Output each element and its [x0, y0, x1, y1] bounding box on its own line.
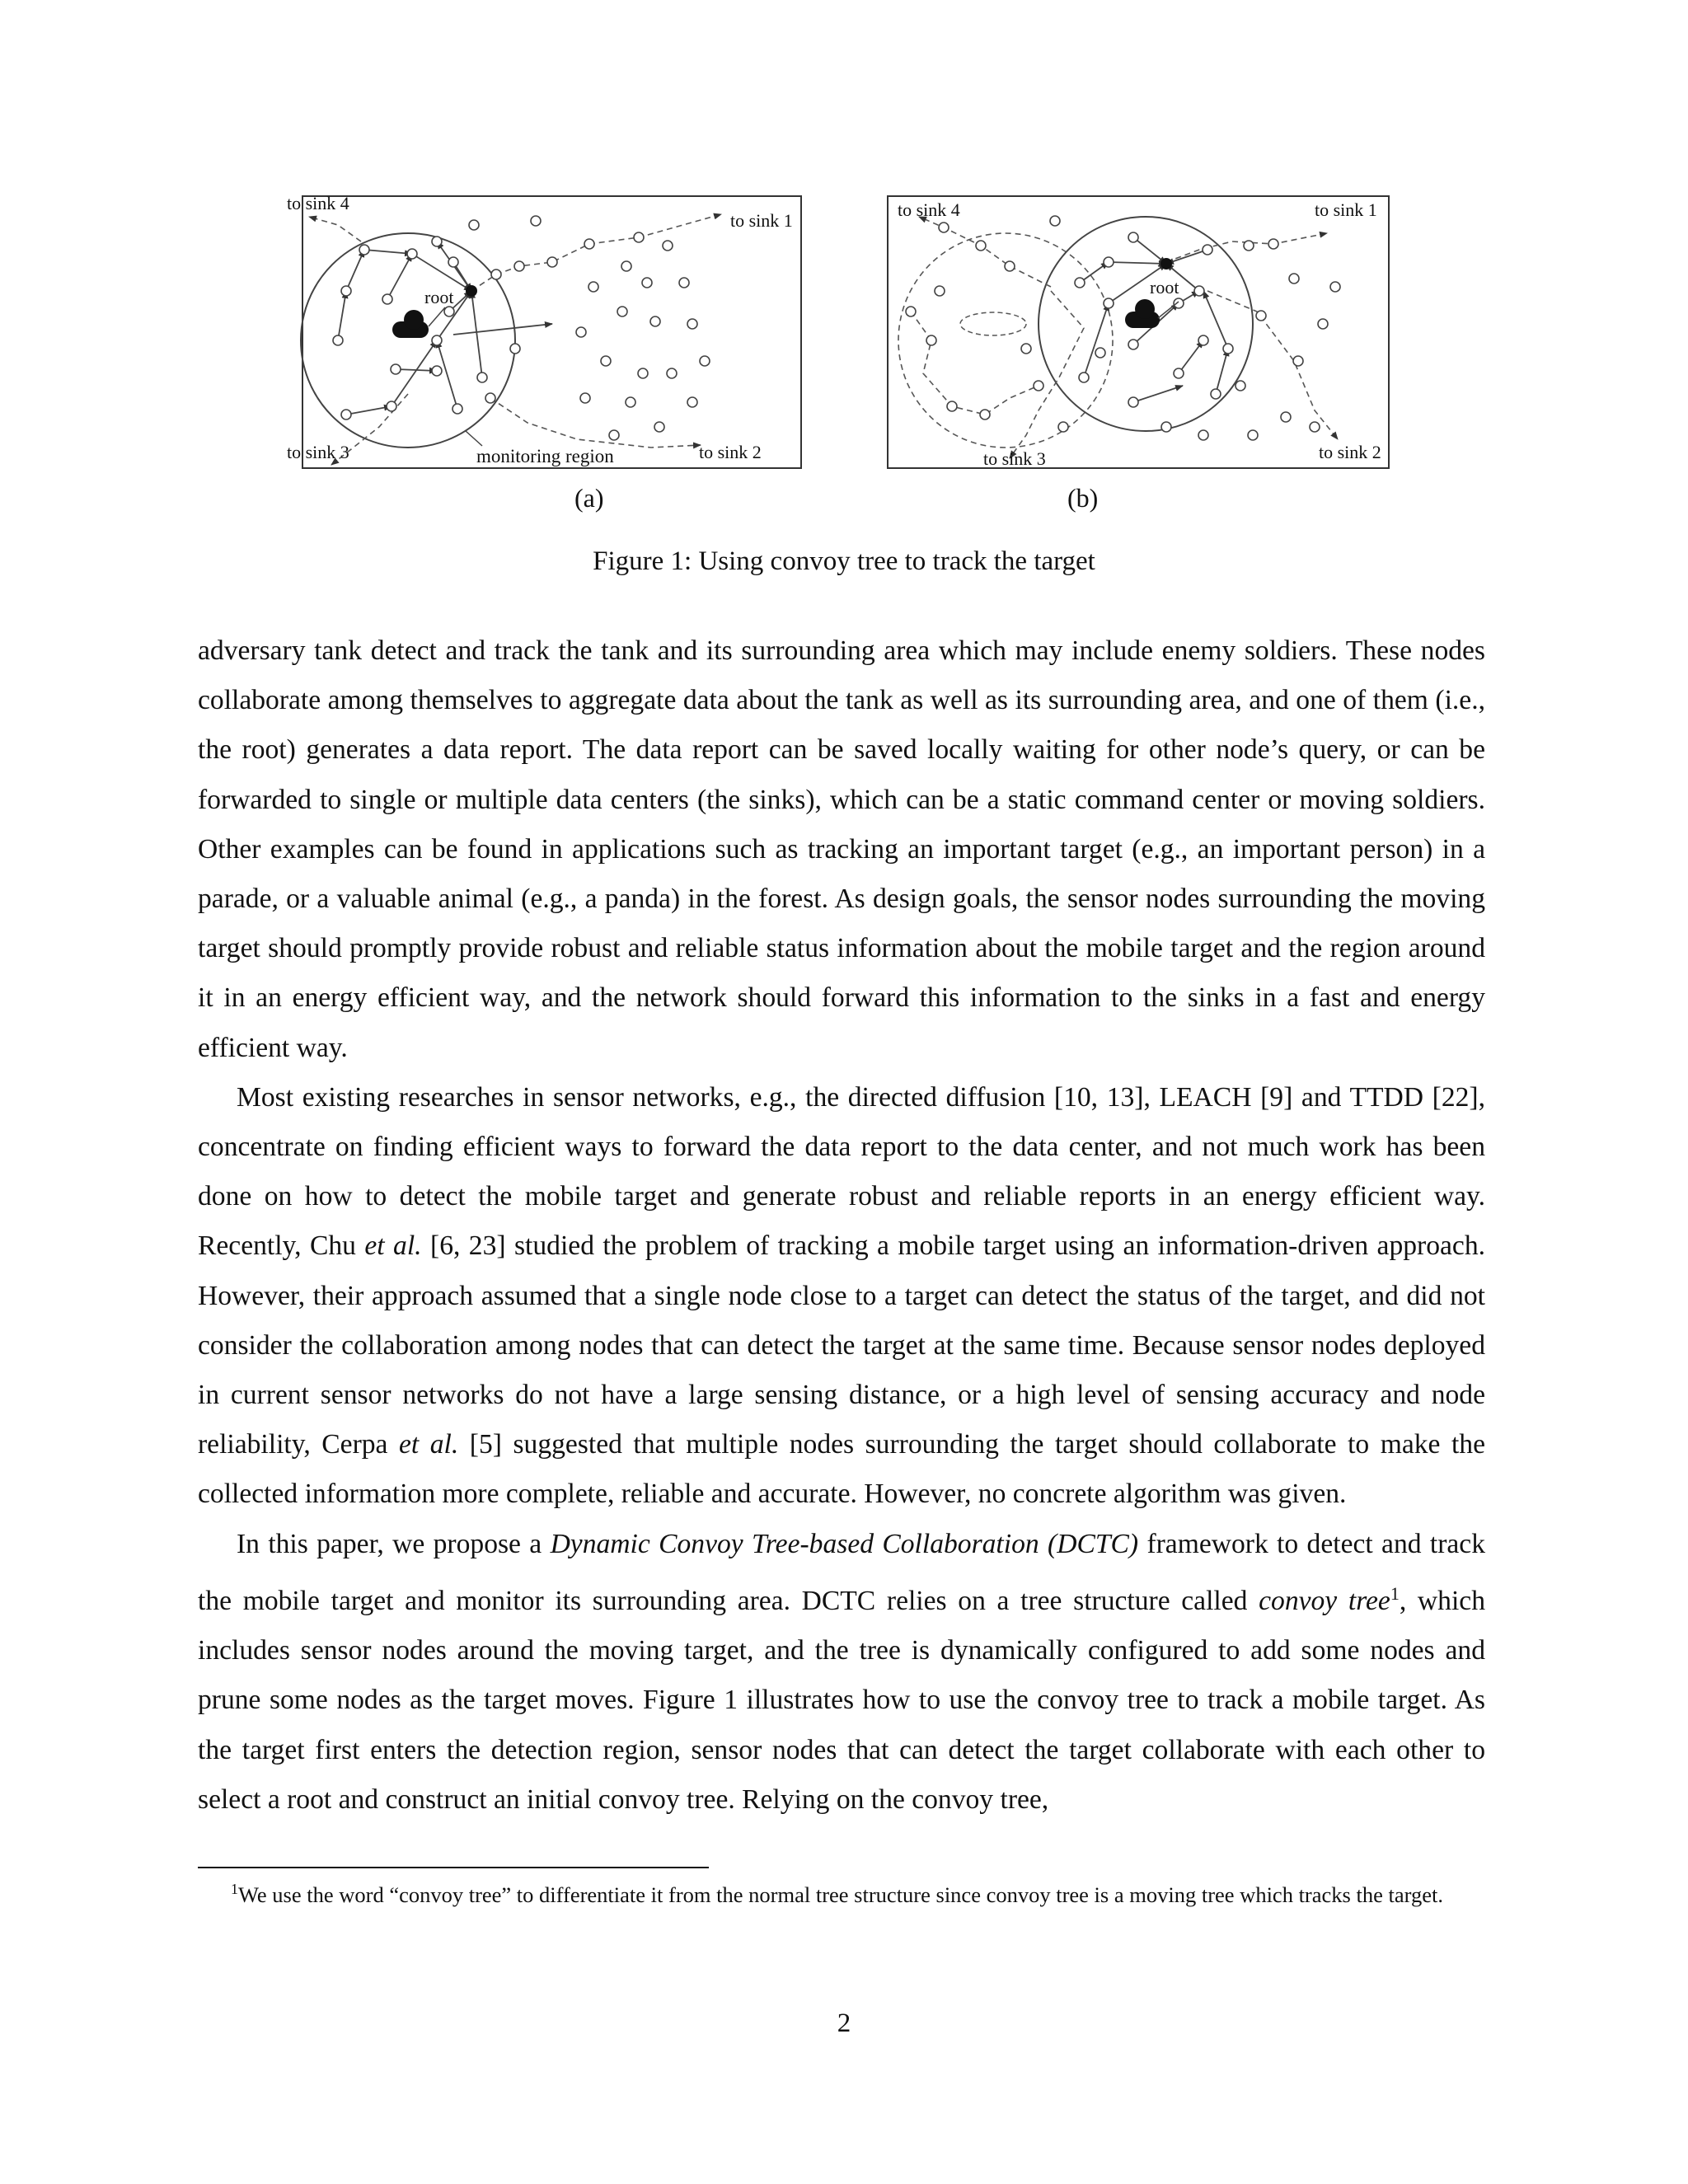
footnote-text: We use the word “convoy tree” to differentiate it from the normal tree structure since convoy tree is a moving tree which tracks the target. [238, 1882, 1443, 1907]
paragraph-1: adversary tank detect and track the tank and its surrounding area which may include enemy soldiers. These nodes collaborate among themselves to aggregate data about the tank as well as its surrounding area, and one of them (i.e., the root) generates a data report. The data report can be saved locally waiting for other node’s query, or can be forwarded to single or multiple data centers (the sinks), which can be a static command center or moving soldiers. Other examples can be found in applications such as tracking an important target (e.g., an important person) in a parade, or a valuable animal (e.g., a panda) in the forest. As design goals, the sensor nodes surrounding the moving target should promptly provide robust and reliable status information about the mobile target and the region around it in an energy efficient way, and the network should forward this information to the sinks in a fast and energy efficient way. [198, 635, 1485, 1063]
sensor-nodes [333, 216, 710, 440]
figure-panel-a [280, 188, 808, 476]
footnote [198, 1874, 1485, 1910]
target-tank-icon [392, 310, 429, 338]
footnote-marker[interactable]: 1 [1390, 1582, 1400, 1604]
label-to-sink-1: to sink 1 [730, 210, 793, 231]
root-pointer-b [1158, 302, 1179, 318]
label-to-sink-2-b: to sink 2 [1319, 442, 1381, 462]
figure-caption: Figure 1: Using convoy tree to track the target [593, 546, 1095, 576]
subcaption-b: (b) [1067, 483, 1099, 513]
monitoring-region-pointer [466, 431, 482, 446]
route-to-sink-2 [490, 398, 701, 448]
target-trajectory [960, 312, 1026, 335]
label-to-sink-4-b: to sink 4 [898, 199, 960, 220]
root-node [466, 285, 477, 297]
label-monitoring-region: monitoring region [476, 446, 614, 466]
label-root-b: root [1150, 277, 1179, 298]
paragraph-2: Most existing researches in sensor networks, e.g., the directed diffusion [10, 13], LEACH [9] and TTDD [22], concentrate on finding efficient ways to forward the data report to the data center, and not much work has been done on how to detect the mobile target and generate robust and reliable reports in an energy efficient way. Recently, Chu et al. [6, 23] studied the problem of tracking a mobile target using an information-driven approach. However, their approach assumed that a single node close to a target can detect the status of the target, and did not consider the collaboration among nodes that can detect the target at the same time. Because sensor nodes deployed in current sensor networks do not have a large sensing distance, or a high level of sensing accuracy and node reliability, Cerpa et al. [5] suggested that multiple nodes surrounding the target should collaborate to make the collected information more complete, reliable and accurate. However, no concrete algorithm was given. [198, 1081, 1486, 1510]
root-pointer [429, 307, 445, 326]
paragraph-3: In this paper, we propose a Dynamic Convoy Tree-based Collaboration (DCTC) framework to detect and track the mobile target and monitor its surrounding area. DCTC relies on a tree structure called convoy tree$^1$, which includes sensor nodes around the moving target, and the tree is dynamically configured to add some nodes and prune some nodes as the target moves. Figure 1 illustrates how to use the convoy tree to track a mobile target. As the target first enters the detection region, sensor nodes that can detect the target collaborate with each other to select a root and construct an initial convoy tree. Relying on the convoy tree, [198, 1528, 1485, 1815]
root-node-b [1160, 258, 1172, 269]
label-to-sink-3-b: to sink 3 [983, 448, 1046, 469]
label-root: root [424, 287, 454, 307]
sink-routes-b [911, 217, 1338, 458]
figure-panel-b [886, 188, 1397, 476]
label-to-sink-1-b: to sink 1 [1315, 199, 1377, 220]
sensor-nodes-b [906, 216, 1340, 440]
label-to-sink-2: to sink 2 [699, 442, 762, 462]
footnote-rule [198, 1867, 709, 1868]
route-to-sink-4 [309, 217, 361, 241]
label-to-sink-3: to sink 3 [287, 442, 349, 462]
target-tank-icon-b [1125, 299, 1160, 328]
subcaption-a: (a) [574, 483, 604, 513]
footnote-number: 1 [231, 1881, 238, 1897]
label-to-sink-4: to sink 4 [287, 193, 349, 213]
page-number: 2 [837, 2008, 851, 2038]
body-text [198, 626, 1485, 1825]
